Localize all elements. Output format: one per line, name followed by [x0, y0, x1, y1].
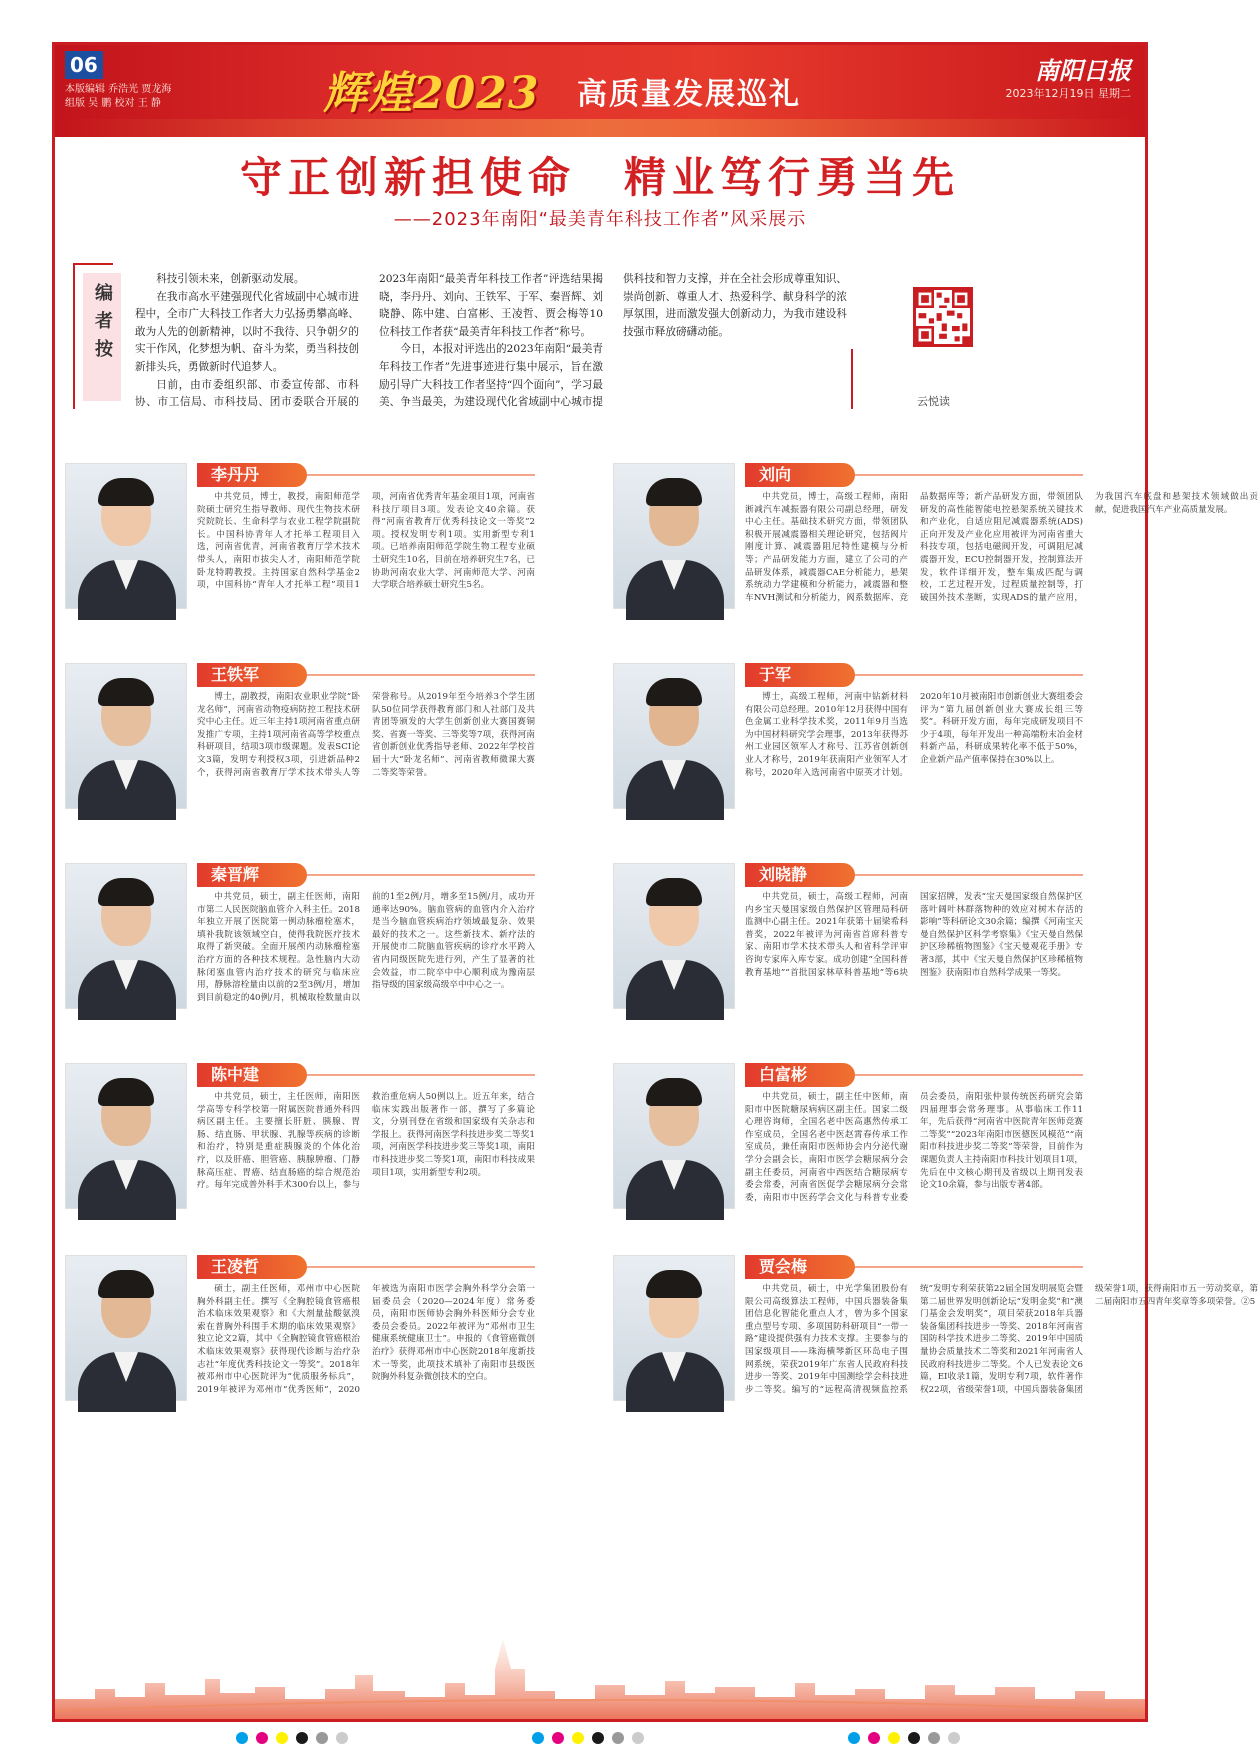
- portrait-hair: [98, 478, 154, 506]
- name-rule: [855, 474, 1083, 476]
- portrait-hair: [646, 478, 702, 506]
- qr-code-pattern: [916, 290, 970, 344]
- profile-bio-text: 中共党员，硕士，高级工程师，河南内乡宝天曼国家级自然保护区管理局科研监测中心副主任。2021年获第十届梁希科普奖，2022年被评为河南省首席科普专家、南阳市学术技术带头人和省科学评审咨询专家库入库专家。成功创建“全国科普教育基地”“首批国家林草科普基地”等6块国家招牌，发表“宝天曼国家级自然保护区落叶阔叶林群落物种的效应对树木存活的影响”等科研论文30余篇；编撰《河南宝天曼自然保护区科学考察集》《宝天曼自然保护区珍稀植物图鉴》《宝天曼观花手册》专著3部，其中《宝天曼自然保护区珍稀植物图鉴》获南阳市自然科学成果一等奖。: [745, 892, 1083, 978]
- registration-dot: [532, 1732, 544, 1744]
- registration-dot: [948, 1732, 960, 1744]
- portrait-hair: [98, 878, 154, 906]
- profile-bio-text: 中共党员，硕士，副主任医师，南阳市第二人民医院脑血管介入科主任。2018年独立开展了医院第一例动脉瘤栓塞术，填补我院该领域空白，使得我院医疗技术取得了新突破。全面开展颅内动脉瘤栓塞治疗方面的各种技术规程。急性脑内大动脉闭塞血管内治疗技术的研究与临床应用，静脉溶栓量由以前的2至3例/月，增加到目前稳定的40例/月，机械取栓数量由以前的1至2例/月，增多至15例/月，成功开通率达90%。脑血管病的血管内介入治疗是当今脑血管疾病治疗领域最复杂、效果最好的技术之一。这些新技术、新疗法的开展使市二院脑血管疾病的诊疗水平跨入省内同级医院先进行列，产生了显著的社会效益，市二院卒中中心顺利成为豫南层指导级的国家级高级卒中中心之一。: [197, 892, 535, 1003]
- profile-name: 秦晋辉: [197, 863, 307, 887]
- portrait-photo: [65, 863, 187, 1009]
- registration-dot: [612, 1732, 624, 1744]
- profile-card: [65, 1255, 535, 1403]
- profile-name-bar: [197, 863, 535, 887]
- registration-dot: [592, 1732, 604, 1744]
- note-paragraph: 日前，由市委组织部、市委宣传部、市科协、市工信局、市科技局、团市委联合开展的2023年南阳“最美青年科技工作者”评选结果揭晓，李丹丹、刘向、王铁军、于军、秦晋辉、刘晓静、陈中建、白富彬、王凌哲、贾会梅等10位科技工作者获“最美青年科技工作者”称号。: [135, 273, 603, 409]
- profile-card: [65, 1063, 535, 1211]
- registration-dot: [256, 1732, 268, 1744]
- portrait-hair: [646, 1270, 702, 1298]
- registration-marks-center: [532, 1732, 644, 1744]
- profile-bio-text: 中共党员，硕士，副主任中医师，南阳市中医院糖尿病病区副主任。国家二级心理咨询师，全国名老中医高惠然传承工作室成员，全国名老中医赵霄春传承工作室成员，兼任南阳市医师协会内分泌代谢学分会副会长，南阳市医学会糖尿病分会副主任委员，河南省中西医结合糖尿病专委会常委，河南省医促学会糖尿病分会常委，南阳市中医药学会文化与科普专业委员会委员，南阳张仲景传统医药研究会第四届理事会常务理事。从事临床工作11年，先后获得“河南省中医院青年医师竞赛二等奖”“2023年南阳市医德医风模范”“南阳市科技进步奖二等奖”等荣誉，目前作为课题负责人主持南阳市科技计划项目1项，先后在中文核心期刊及省级以上期刊发表论文10余篇，参与出版专著4部。: [745, 1092, 1083, 1203]
- editor-line-1: 本版编辑 乔浩光 贾龙海: [65, 84, 172, 95]
- name-rule: [307, 1074, 535, 1076]
- portrait-hair: [98, 678, 154, 706]
- profile-bio: [745, 491, 1258, 609]
- profile-bio: [745, 891, 1083, 1009]
- profile-name-bar: [197, 1063, 535, 1087]
- profile-name-bar: [745, 463, 1083, 487]
- profile-bio-text: 中共党员，博士，教授，南阳师范学院硕士研究生指导教师、现代生物技术研究院院长、生命科学与农业工程学院副院长。中国科协青年人才托举工程项目入选，河南省优青，河南省教育厅学术技术带头人，南阳市拔尖人才，南阳师范学院卧龙特聘教授。主持国家自然科学基金2项，中国科协“青年人才托举工程”项目1项，河南省优秀青年基金项目1项，河南省科技厅项目3项。发表论文40余篇。获得“河南省教育厅优秀科技论文一等奖”2项。授权发明专利1项。实用新型专利1项。已培养南阳师范学院生物工程专业硕士研究生10名，目前在培养研究生7名，已协助河南农业大学、河南师范大学、河南大学联合培养硕士研究生5名。: [197, 492, 535, 591]
- profile-bio: [197, 1283, 535, 1401]
- profile-bio-text: 博士，副教授，南阳农业职业学院“卧龙名师”，河南省动物疫病防控工程技术研究中心主任。近三年主持1项河南省重点研发推广专项，主持1项河南省高等学校重点科研项目，结项3项市级课题。发表SCI论文3篇，发明专利授权3项，引进新品种2个，获得河南省教育厅学术技术带头人等荣誉称号。从2019年至今培养3个学生团队50位同学获得教育部门和人社部门及共青团等颁发的大学生创新创业大赛国赛铜奖、省赛一等奖、三等奖等7项，获得河南省创新创业优秀指导老师、2022年学校首届十大“卧龙名师”、河南省教师微课大赛二等奖等荣誉。: [197, 692, 535, 778]
- profile-bio: [197, 491, 535, 609]
- name-rule: [307, 1266, 535, 1268]
- registration-dot: [552, 1732, 564, 1744]
- name-rule: [855, 1074, 1083, 1076]
- profile-name: 刘晓静: [745, 863, 855, 887]
- portrait-hair: [98, 1078, 154, 1106]
- portrait-photo: [613, 1063, 735, 1209]
- portrait-photo: [65, 663, 187, 809]
- profile-name-bar: [745, 663, 1083, 687]
- hero-subtitle: 高质量发展巡礼: [577, 77, 801, 112]
- portrait-photo: [613, 1255, 735, 1401]
- profile-name: 于军: [745, 663, 855, 687]
- registration-dot: [336, 1732, 348, 1744]
- profile-name: 李丹丹: [197, 463, 307, 487]
- header-wave-decoration: [55, 119, 1145, 137]
- registration-dot: [868, 1732, 880, 1744]
- portrait-photo: [65, 463, 187, 609]
- profile-name-bar: [197, 1255, 535, 1279]
- registration-dot: [888, 1732, 900, 1744]
- profile-name-bar: [745, 1255, 1083, 1279]
- portrait-hair: [646, 878, 702, 906]
- portrait-photo: [613, 463, 735, 609]
- note-frame-right: [851, 349, 853, 409]
- portrait-photo: [65, 1063, 187, 1209]
- registration-dot: [848, 1732, 860, 1744]
- note-paragraph: 在我市高水平建强现代化省域副中心城市进程中，全市广大科技工作者大力弘扬勇攀高峰、敢为人先的创新精神，以时不我待、只争朝夕的实干作风，化梦想为帆、奋斗为桨，勇当科技创新排头兵，勇做新时代追梦人。: [135, 290, 359, 373]
- profile-name: 王铁军: [197, 663, 307, 687]
- registration-dot: [236, 1732, 248, 1744]
- editor-note-text: [135, 271, 847, 412]
- registration-dot: [632, 1732, 644, 1744]
- qr-code-label: 云悦读: [917, 395, 950, 408]
- note-frame-top: [73, 263, 113, 265]
- portrait-hair: [646, 1078, 702, 1106]
- profile-name: 白富彬: [745, 1063, 855, 1087]
- name-rule: [307, 874, 535, 876]
- profile-bio-text: 中共党员，博士，高级工程师，南阳淅减汽车减振器有限公司副总经理，研发中心主任。基础技术研究方面，带领团队积极开展减震器相关理论研究，包括阀片刚度计算、减震器阻尼特性建模与分析等；产品研发能力方面，建立了公司的产品研发体系，减震器CAE分析能力，悬架系统动力学建模和分析能力，减震器和整车NVH测试和分析能力，阀系数据库、竞品数据库等；新产品研发方面，带领团队研发的高性能智能电控悬架系统关键技术和产业化，自适应阻尼减震器系统(ADS)正向开发及产业化应用被评为河南省重大科技专项，包括电磁阀开发，可调阻尼减震器开发，ECU控制器开发，控制算法开发，软件详细开发，整车集成匹配与调校，工艺过程开发，过程质量控制等，打破国外技术垄断，实现ADS的量产应用，为我国汽车底盘和悬架技术领域做出贡献，促进我国汽车产业高质量发展。: [745, 492, 1258, 603]
- name-rule: [307, 674, 535, 676]
- profile-bio-text: 中共党员，硕士，主任医师，南阳医学高等专科学校第一附属医院普通外科四病区副主任。主要擅长肝脏、胰腺、胃肠、结直肠、甲状腺、乳腺等疾病的诊断和治疗，特别是重症胰腺炎的个体化治疗，以及肝癌、胆管癌、胰腺肿瘤、门静脉高压症、胃癌、结直肠癌的综合规范治疗。每年完成普外科手术300台以上，参与救治重危病人50例以上。近五年来，结合临床实践出版著作一部，撰写了多篇论文，分别刊登在省级和国家级有关杂志和学报上。获得河南医学科技进步奖二等奖1项，河南医学科技进步奖三等奖1项，南阳市科技进步奖二等奖1项，南阳市科技成果项目1项，实用新型专利2项。: [197, 1092, 535, 1191]
- profile-name-bar: [745, 1063, 1083, 1087]
- profile-card: [65, 663, 535, 811]
- portrait-photo: [65, 1255, 187, 1401]
- portrait-hair: [98, 1270, 154, 1298]
- profile-bio-text: 博士，高级工程师，河南中钻新材料有限公司总经理。2010年12月获得中国有色金属工业科学技术奖，2011年9月当选为中国材料研究学会理事，2013年获得苏州工业园区领军人才称号、江苏省创新创业人才称号，2019年获南阳产业领军人才称号，2020年入选河南省中原英才计划。2020年10月被南阳市创新创业大赛组委会评为“第九届创新创业大赛成长组三等奖”。科研开发方面，每年完成研发项目不少于4项，每年开发出一种高端粉末冶金材料新产品，科研成果转化率不低于50%，企业新产品产值率保持在30%以上。: [745, 692, 1083, 778]
- page-title: 守正创新担使命 精业笃行勇当先: [239, 153, 960, 202]
- registration-dot: [928, 1732, 940, 1744]
- profile-bio: [197, 891, 535, 1009]
- note-paragraph: 科技引领未来，创新驱动发展。: [156, 273, 305, 285]
- profile-name-bar: [197, 463, 535, 487]
- registration-marks-left: [236, 1732, 348, 1744]
- profile-name: 贾会梅: [745, 1255, 855, 1279]
- profile-card: [613, 1063, 1083, 1211]
- profile-bio: [745, 1283, 1258, 1401]
- issue-date: 2023年12月19日 星期二: [1005, 87, 1131, 100]
- registration-dot: [316, 1732, 328, 1744]
- profile-card: [65, 463, 535, 611]
- profile-card: [613, 1255, 1258, 1403]
- portrait-hair: [646, 678, 702, 706]
- profile-card: [613, 863, 1083, 1011]
- registration-marks-right: [848, 1732, 960, 1744]
- page-header: [55, 45, 1145, 137]
- name-rule: [307, 474, 535, 476]
- portrait-photo: [613, 663, 735, 809]
- note-paragraph: 今日，本报对评选出的2023年南阳“最美青年科技工作者”先进事迹进行集中展示，旨在激励引导广大科技工作者坚持“四个面向”，学习最美、争当最美，为建设现代化省域副中心城市提供科技和智力支撑，并在全社会形成尊重知识、崇尚创新、尊重人才、热爱科学、献身科学的浓厚氛围，进而激发强大创新动力，为我市建设科技强市释放磅礴动能。: [379, 273, 847, 409]
- newspaper-page: [52, 42, 1258, 1722]
- portrait-photo: [613, 863, 735, 1009]
- qr-code-icon[interactable]: [913, 287, 973, 347]
- profile-card: [613, 463, 1258, 611]
- city-skyline-decoration: [55, 1599, 1145, 1719]
- name-rule: [855, 874, 1083, 876]
- profile-bio: [745, 691, 1083, 809]
- profile-name-bar: [197, 663, 535, 687]
- registration-dot: [296, 1732, 308, 1744]
- profile-name: 王凌哲: [197, 1255, 307, 1279]
- profile-bio: [197, 691, 535, 809]
- page-number: 06: [65, 51, 103, 79]
- newspaper-masthead: 南阳日报: [1035, 56, 1131, 85]
- profile-name: 陈中建: [197, 1063, 307, 1087]
- profile-card: [613, 663, 1083, 811]
- editor-note: [73, 263, 853, 409]
- editor-note-tag-text: 编者按: [92, 283, 113, 367]
- profile-name-bar: [745, 863, 1083, 887]
- registration-dot: [572, 1732, 584, 1744]
- profile-bio: [745, 1091, 1083, 1209]
- profile-card: [65, 863, 535, 1011]
- registration-dot: [908, 1732, 920, 1744]
- editor-credits: [65, 83, 171, 111]
- page-subtitle: ——2023年南阳“最美青年科技工作者”风采展示: [393, 209, 807, 230]
- editor-line-2: 组版 吴 鹏 校对 王 静: [65, 98, 161, 109]
- profile-bio-text: 硕士，副主任医师，邓州市中心医院胸外科副主任。撰写《全胸腔镜食管癌根治术临床效果观察》和《大剂量盐酸氨溴索在普胸外科围手术期的临床效果观察》独立论文2篇，其中《全胸腔镜食管癌根治术临床效果观察》获得现代诊断与治疗杂志社“年度优秀科技论文一等奖”。2018年被邓州市中心医院评为“优质服务标兵”，2019年被评为邓州市“优秀医师”，2020年被选为南阳市医学会胸外科学分会第一届委员会（2020—2024年度）常务委员，南阳市医师协会胸外科医师分会专业委员会委员。2022年被评为“邓州市卫生健康系统健康卫士”。申报的《食管癌微创治疗》获得邓州市中心医院2018年度新技术一等奖，此项技术填补了南阳市县级医院胸外科复杂微创技术的空白。: [197, 1284, 535, 1395]
- profile-name: 刘向: [745, 463, 855, 487]
- registration-dot: [276, 1732, 288, 1744]
- note-frame-left: [73, 263, 75, 409]
- editor-note-tag: [83, 273, 121, 401]
- name-rule: [855, 674, 1083, 676]
- name-rule: [855, 1266, 1083, 1268]
- profile-bio: [197, 1091, 535, 1209]
- profile-bio-text: 中共党员，硕士，中光学集团股份有限公司高级算法工程师，中国兵器装备集团信息化智能化重点人才，曾为多个国家重点型号专项、多项国防科研项目“一带一路”建设提供强有力技术支撑。主要参与的国家级项目——珠海横琴新区环岛电子围网系统，荣获2019年广东省人民政府科技进步一等奖、2019年中国测绘学会科技进步二等奖。编写的“远程高清视频监控系统”发明专利荣获第22届全国发明展览会暨第二届世界发明创新论坛“发明金奖”和“澳门基金会发明奖”，项目荣获2018年兵器装备集团科技进步一等奖、2018年河南省国防科学技术进步二等奖、2019年中国质量协会质量技术二等奖和2021年河南省人民政府科技进步二等奖。个人已发表论文6篇，EI收录1篇，发明专利7项，软件著作权22项，省级荣誉1项，中国兵器装备集团级荣誉1项，获得南阳市五一劳动奖章，第二届南阳市五四青年奖章等多项荣誉。②5: [745, 1284, 1258, 1395]
- hero-title: 辉煌2023: [323, 68, 540, 119]
